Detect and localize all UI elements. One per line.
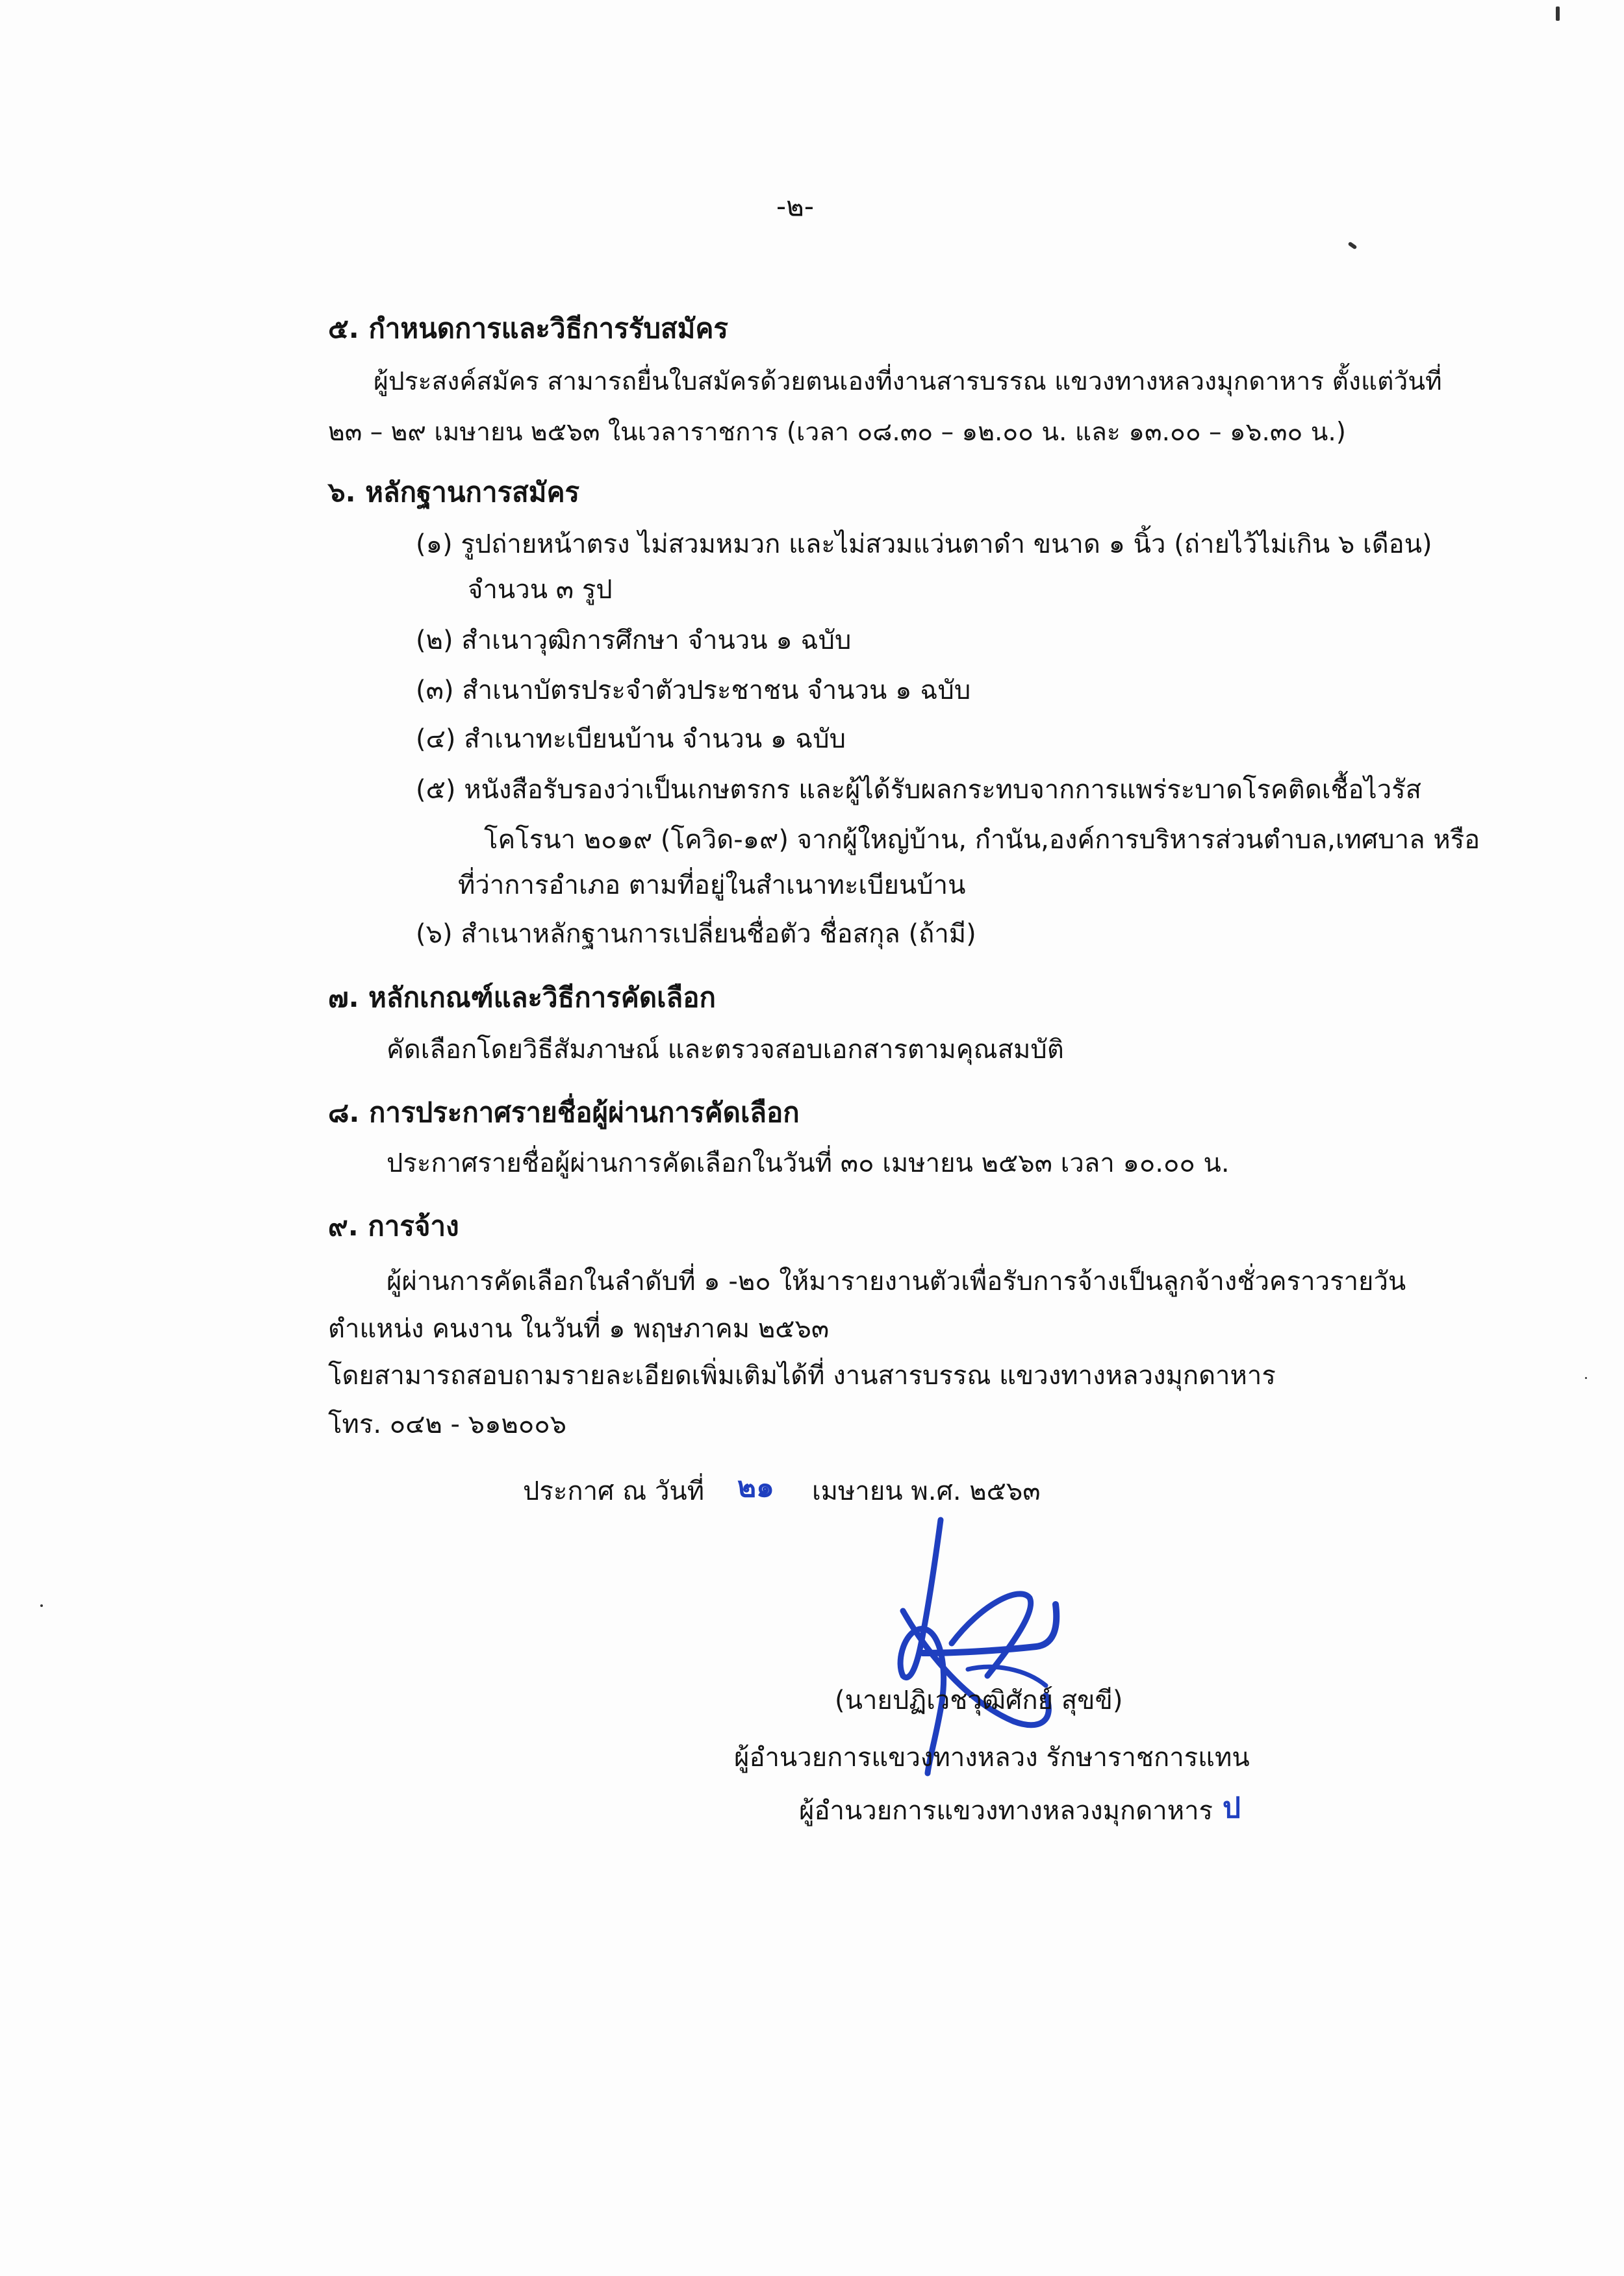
section-6-item-6: (๖) สำเนาหลักฐานการเปลี่ยนชื่อตัว ชื่อสกุล (ถ้ามี) [416,919,976,949]
section-9-heading: ๙. การจ้าง [328,1210,459,1242]
section-5-line-1: ผู้ประสงค์สมัคร สามารถยื่นใบสมัครด้วยตนเองที่งานสารบรรณ แขวงทางหลวงมุกดาหาร ตั้งแต่วันที่ [374,367,1442,396]
section-6-item-1: (๑) รูปถ่ายหน้าตรง ไม่สวมหมวก และไม่สวมแว่นตาดำ ขนาด ๑ นิ้ว (ถ่ายไว้ไม่เกิน ๖ เดือน) [416,529,1432,559]
scan-mark [1585,1377,1587,1379]
section-6-item-5-cont-2: ที่ว่าการอำเภอ ตามที่อยู่ในสำเนาทะเบียนบ้าน [458,870,966,900]
section-7-line-1: คัดเลือกโดยวิธีสัมภาษณ์ และตรวจสอบเอกสารตามคุณสมบัติ [387,1035,1064,1065]
scan-mark [1348,242,1358,250]
signatory-position-2: ผู้อำนวยการแขวงทางหลวงมุกดาหาร [799,1796,1213,1826]
section-6-item-3: (๓) สำเนาบัตรประจำตัวประชาชน จำนวน ๑ ฉบับ [416,676,971,705]
section-9-line-4: โทร. ๐๔๒ - ๖๑๒๐๐๖ [328,1410,567,1439]
section-9-line-1: ผู้ผ่านการคัดเลือกในลำดับที่ ๑ -๒๐ ให้มารายงานตัวเพื่อรับการจ้างเป็นลูกจ้างชั่วคราวรายวัน [387,1267,1406,1296]
announcement-day-handwritten: ๒๑ [737,1471,774,1504]
scan-mark [1556,6,1560,21]
section-9-line-2: ตำแหน่ง คนงาน ในวันที่ ๑ พฤษภาคม ๒๕๖๓ [328,1314,830,1344]
section-9-line-3: โดยสามารถสอบถามรายละเอียดเพิ่มเติมได้ที่ งานสารบรรณ แขวงทางหลวงมุกดาหาร [328,1361,1276,1391]
section-6-item-5: (๕) หนังสือรับรองว่าเป็นเกษตรกร และผู้ได้รับผลกระทบจากการแพร่ระบาดโรคติดเชื้อไวรัส [416,775,1422,805]
section-7-heading: ๗. หลักเกณฑ์และวิธีการคัดเลือก [328,981,716,1013]
scan-mark [40,1604,43,1607]
signatory-name: (นายปฏิเวชวุฒิศักย์ สุขขี) [835,1686,1123,1715]
section-5-heading: ๕. กำหนดการและวิธีการรับสมัคร [328,312,728,344]
section-6-item-4: (๔) สำเนาทะเบียนบ้าน จำนวน ๑ ฉบับ [416,724,846,754]
section-6-item-5-cont-1: โคโรนา ๒๐๑๙ (โควิด-๑๙) จากผู้ใหญ่บ้าน, กำนัน,องค์การบริหารส่วนตำบล,เทศบาล หรือ [484,825,1480,855]
section-5-line-2: ๒๓ – ๒๙ เมษายน ๒๕๖๓ ในเวลาราชการ (เวลา ๐๘.๓๐ – ๑๒.๐๐ น. และ ๑๓.๐๐ – ๑๖.๓๐ น.) [328,418,1346,447]
announcement-date-suffix: เมษายน พ.ศ. ๒๕๖๓ [812,1476,1041,1506]
section-6-item-1-cont: จำนวน ๓ รูป [468,575,613,605]
section-6-heading: ๖. หลักฐานการสมัคร [328,476,580,508]
signatory-position-1: ผู้อำนวยการแขวงทางหลวง รักษาราชการแทน [734,1743,1250,1773]
handwritten-signature [890,1507,1111,1780]
page-number: -๒- [776,190,814,222]
announcement-date-prefix: ประกาศ ณ วันที่ [523,1476,705,1506]
section-8-heading: ๘. การประกาศรายชื่อผู้ผ่านการคัดเลือก [328,1096,800,1128]
section-6-item-2: (๒) สำเนาวุฒิการศึกษา จำนวน ๑ ฉบับ [416,626,852,655]
section-8-line-1: ประกาศรายชื่อผู้ผ่านการคัดเลือกในวันที่ ๓๐ เมษายน ๒๕๖๓ เวลา ๑๐.๐๐ น. [387,1148,1230,1178]
initial-mark-handwritten: ป [1223,1791,1241,1825]
